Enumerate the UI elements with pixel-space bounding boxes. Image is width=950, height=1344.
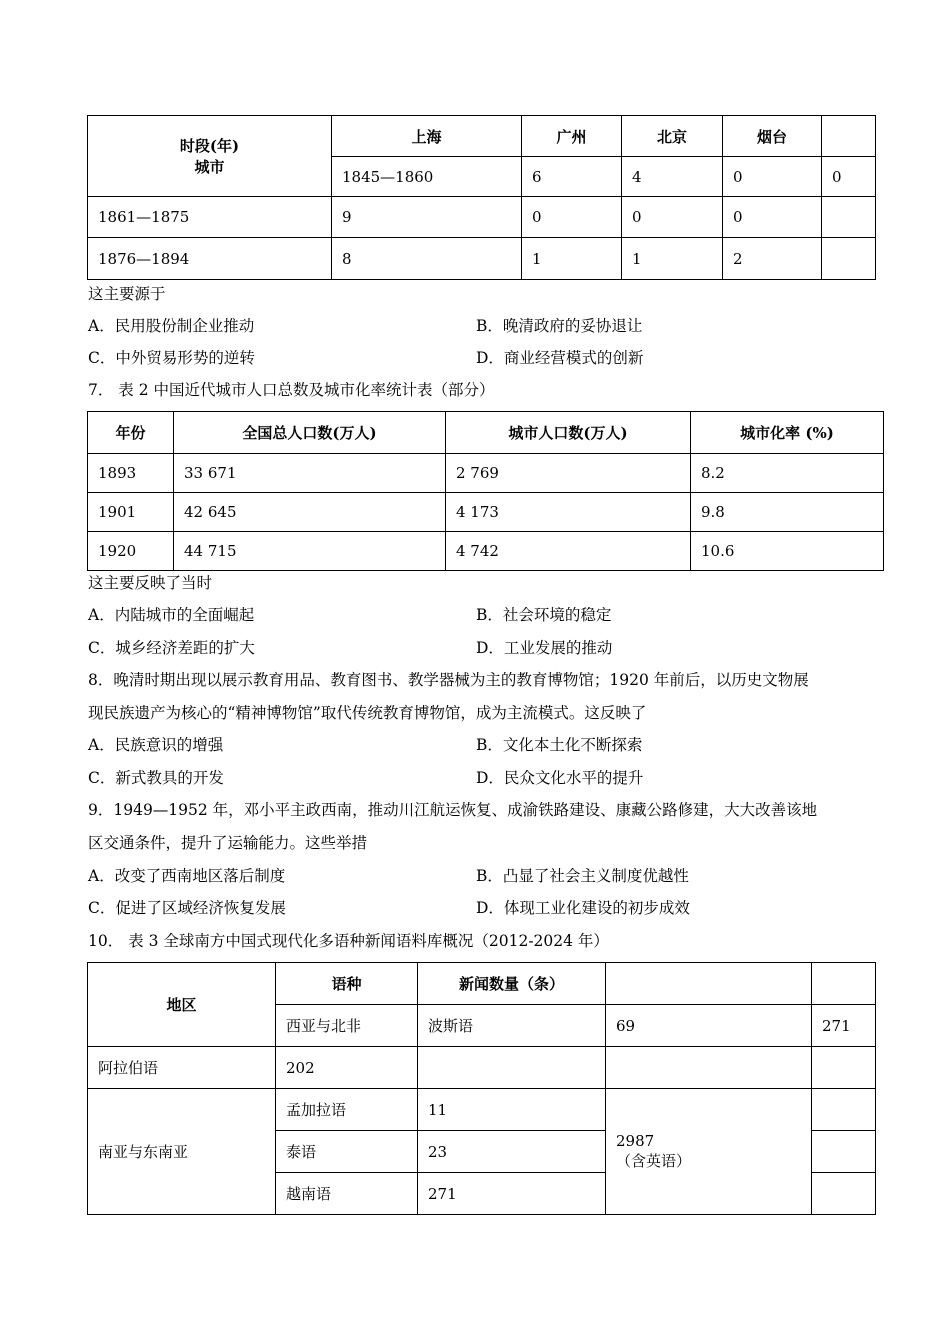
table1-header-yantai: 烟台 [723,116,822,157]
table3-cell-empty [418,1047,606,1089]
q8-option-a[interactable]: A．民族意识的增强 [88,736,224,754]
q8-option-c[interactable]: C．新式教具的开发 [88,769,224,787]
table3-cell: 202 [276,1047,418,1089]
table-city-periods [87,115,876,280]
table1-header-beijing: 北京 [622,116,723,157]
table2-cell: 2 769 [446,454,691,493]
table1-cell: 1 [522,238,622,280]
q9-option-a[interactable]: A．改变了西南地区落后制度 [88,867,286,885]
q6-option-d[interactable]: D．商业经营模式的创新 [476,349,644,367]
table1-cell: 0 [522,197,622,238]
table2-cell: 33 671 [174,454,446,493]
table3-merged-total [606,1089,812,1215]
table3-cell: 271 [418,1173,606,1215]
table1-header-empty [822,116,876,157]
table1-cell: 6 [522,157,622,197]
table2-header-year: 年份 [88,412,174,454]
table3-cell: 越南语 [276,1173,418,1215]
q9-option-d[interactable]: D．体现工业化建设的初步成效 [476,899,690,917]
table3-cell: 孟加拉语 [276,1089,418,1131]
table3-cell: 阿拉伯语 [88,1047,276,1089]
table2-cell: 4 742 [446,532,691,571]
table1-cell: 1845—1860 [332,157,522,197]
q9-stem-line1: 9．1949—1952 年，邓小平主政西南，推动川江航运恢复、成渝铁路建设、康藏公路修建，大大改善该地 [88,801,818,819]
table1-cell [822,197,876,238]
q10-stem: 10． 表 3 全球南方中国式现代化多语种新闻语料库概况（2012-2024 年） [88,932,609,950]
table2-cell: 10.6 [691,532,884,571]
table3-merged-line1: 2987 [616,1132,655,1150]
table3-region-south-southeast-asia: 南亚与东南亚 [88,1089,276,1215]
table1-cell [822,238,876,280]
table-row [88,1089,876,1131]
table3-header-count: 新闻数量（条） [418,963,606,1005]
q9-option-c[interactable]: C．促进了区域经济恢复发展 [88,899,286,917]
table2-cell: 1901 [88,493,174,532]
table2-cell: 44 715 [174,532,446,571]
table3-header-region: 地区 [88,963,276,1047]
table1-cell: 2 [723,238,822,280]
table-row [88,493,884,532]
q6-option-a[interactable]: A．民用股份制企业推动 [88,317,255,335]
table3-cell-empty [812,1047,876,1089]
q7-option-d[interactable]: D．工业发展的推动 [476,639,613,657]
table-urban-population [87,411,884,571]
table3-cell-empty [606,1047,812,1089]
q7-option-a[interactable]: A．内陆城市的全面崛起 [88,606,255,624]
table3-cell: 11 [418,1089,606,1131]
table1-header-guangzhou: 广州 [522,116,622,157]
table3-cell-empty [812,1173,876,1215]
q7-option-c[interactable]: C．城乡经济差距的扩大 [88,639,255,657]
table2-cell: 9.8 [691,493,884,532]
table3-cell: 271 [812,1005,876,1047]
q6-option-b[interactable]: B．晚清政府的妥协退让 [476,317,643,335]
table1-corner-line1: 时段(年) [179,137,240,155]
table3-cell: 西亚与北非 [276,1005,418,1047]
q6-option-c[interactable]: C．中外贸易形势的逆转 [88,349,255,367]
table1-cell: 8 [332,238,522,280]
table-row [88,238,876,280]
q9-stem-line2: 区交通条件，提升了运输能力。这些举措 [88,834,368,852]
q8-stem-line1: 8．晚清时期出现以展示教育用品、教育图书、教学器械为主的教育博物馆；1920 年前后，以历史文物展 [88,671,809,689]
table1-cell: 1 [622,238,723,280]
table1-cell: 0 [822,157,876,197]
table2-header-urban: 城市人口数(万人) [446,412,691,454]
table3-cell-empty [812,1131,876,1173]
table-row [88,197,876,238]
table2-cell: 8.2 [691,454,884,493]
table2-cell: 4 173 [446,493,691,532]
table-news-corpus [87,962,876,1215]
table2-cell: 42 645 [174,493,446,532]
table3-cell: 波斯语 [418,1005,606,1047]
q9-option-b[interactable]: B．凸显了社会主义制度优越性 [476,867,689,885]
table2-cell: 1920 [88,532,174,571]
table1-corner-header [88,116,332,197]
table1-cell: 1876—1894 [88,238,332,280]
table3-header-language: 语种 [276,963,418,1005]
table3-cell: 23 [418,1131,606,1173]
table1-corner-line2: 城市 [194,158,225,176]
table1-cell: 0 [723,157,822,197]
table2-header-rate: 城市化率 (%) [691,412,884,454]
table1-cell: 0 [622,197,723,238]
q7-option-b[interactable]: B．社会环境的稳定 [476,606,612,624]
table1-cell: 4 [622,157,723,197]
q8-stem-line2: 现民族遗产为核心的“精神博物馆”取代传统教育博物馆，成为主流模式。这反映了 [88,704,647,722]
table1-cell: 0 [723,197,822,238]
table1-header-shanghai: 上海 [332,116,522,157]
q8-option-b[interactable]: B．文化本土化不断探索 [476,736,643,754]
q7-stem: 7． 表 2 中国近代城市人口总数及城市化率统计表（部分） [88,381,495,399]
table1-cell: 9 [332,197,522,238]
table-row [88,1047,876,1089]
table3-cell-empty [812,1089,876,1131]
table3-cell-empty [606,963,812,1005]
table-row [88,454,884,493]
q7-stem-tail: 这主要反映了当时 [88,574,213,592]
q8-option-d[interactable]: D．民众文化水平的提升 [476,769,644,787]
table2-cell: 1893 [88,454,174,493]
table1-cell: 1861—1875 [88,197,332,238]
table3-cell-empty [812,963,876,1005]
table2-header-total: 全国总人口数(万人) [174,412,446,454]
table3-cell: 泰语 [276,1131,418,1173]
table-row [88,532,884,571]
table3-cell: 69 [606,1005,812,1047]
table3-merged-line2: （含英语） [616,1152,692,1170]
q6-stem-tail: 这主要源于 [88,285,166,303]
